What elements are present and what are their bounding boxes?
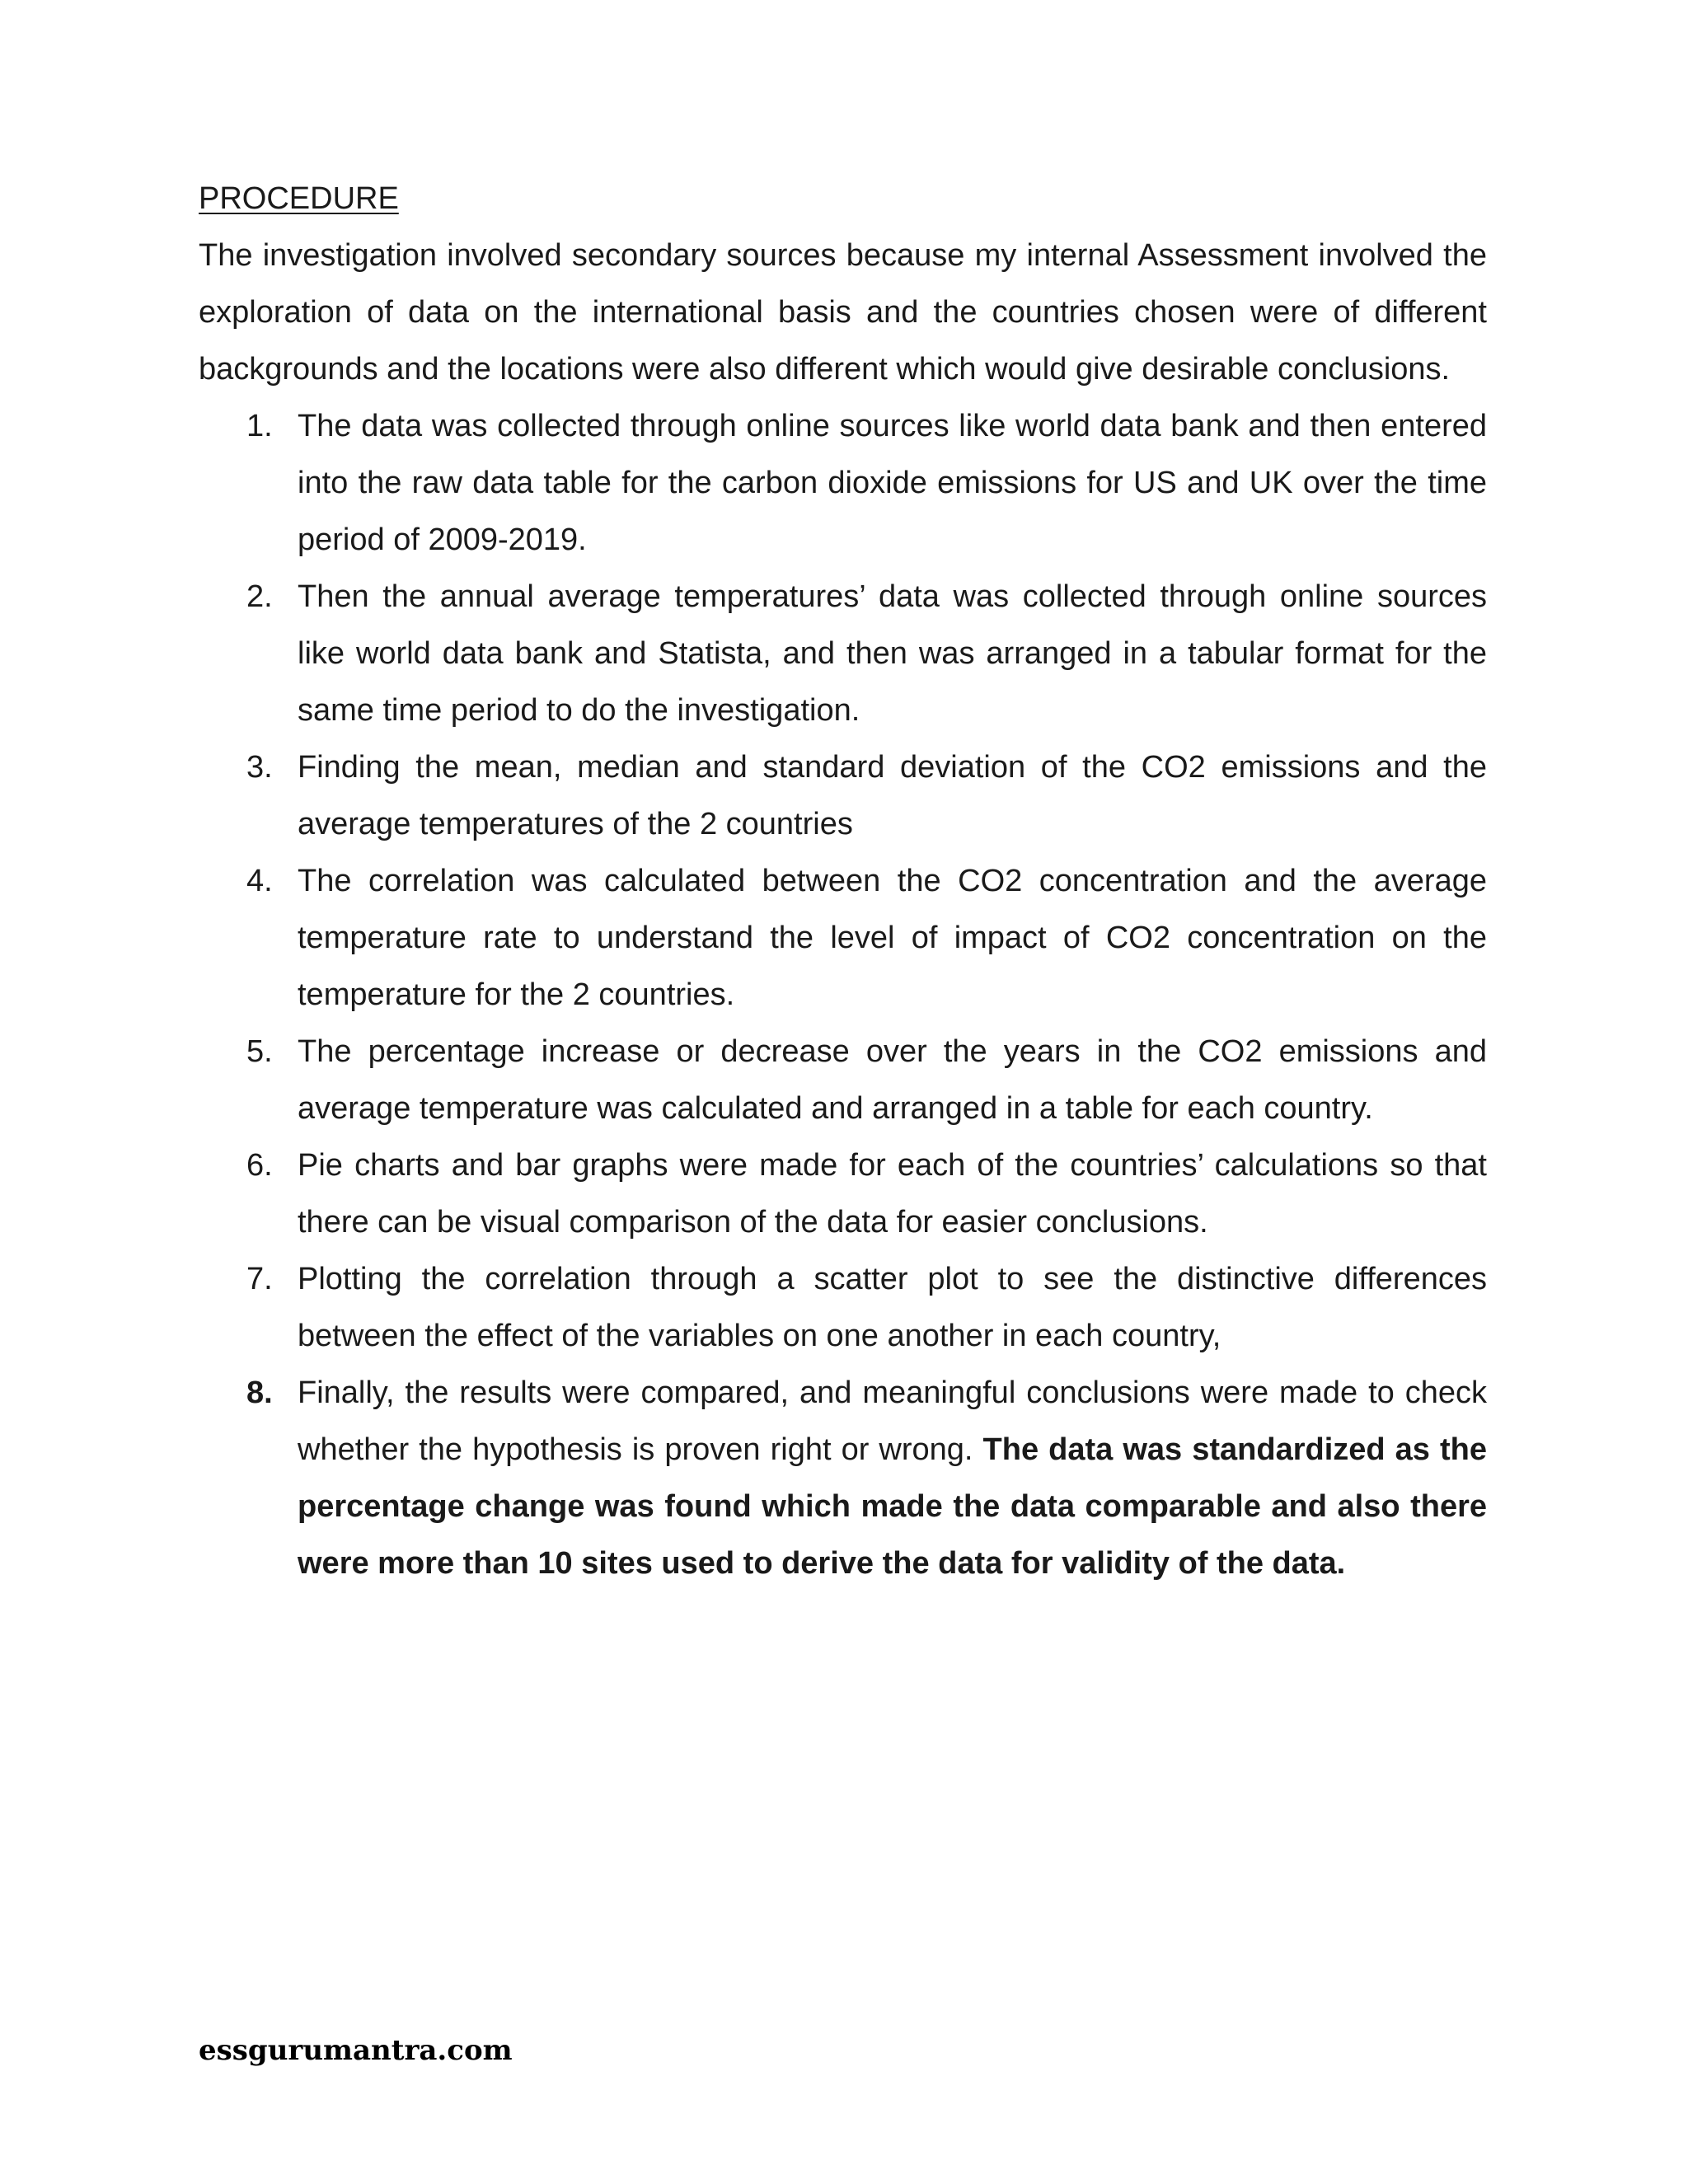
procedure-step-6 <box>199 1137 1487 1251</box>
procedure-steps-list <box>199 398 1487 1592</box>
procedure-step-7 <box>199 1251 1487 1365</box>
procedure-step-3 <box>199 739 1487 853</box>
section-heading: PROCEDURE <box>199 181 399 216</box>
procedure-step-5 <box>199 1024 1487 1137</box>
step-number: 8. <box>246 1376 273 1410</box>
procedure-step-8 <box>199 1365 1487 1592</box>
step-text: The correlation was calculated between the CO2 concentration and the average temperature rate to understand the level of impact of CO2 concentration on the temperature for the 2 countries. <box>298 864 1487 1012</box>
step-text: The data was collected through online sources like world data bank and then entered into the raw data table for the carbon dioxide emissions for US and UK over the time period of 2009-2019. <box>298 409 1487 557</box>
step-number: 6. <box>246 1148 273 1183</box>
step-number: 1. <box>246 409 273 443</box>
step-text: Plotting the correlation through a scatter plot to see the distinctive differences between the effect of the variables on one another in each country, <box>298 1262 1487 1353</box>
step-number: 4. <box>246 864 273 898</box>
step-text: Finally, the results were compared, and meaningful conclusions were made to check whether the hypothesis is proven right or wrong. <box>298 1376 1487 1467</box>
step-text: Then the annual average temperatures’ data was collected through online sources like world data bank and Statista, and then was arranged in a tabular format for the same time period to do the investigation. <box>298 579 1487 728</box>
step-text: Pie charts and bar graphs were made for each of the countries’ calculations so that there can be visual comparison of the data for easier conclusions. <box>298 1148 1487 1240</box>
procedure-step-1 <box>199 398 1487 569</box>
document-body <box>199 171 1487 1592</box>
step-text: Finding the mean, median and standard deviation of the CO2 emissions and the average temperatures of the 2 countries <box>298 750 1487 841</box>
footer-site-name: essgurumantra.com <box>199 2034 513 2067</box>
procedure-step-4 <box>199 853 1487 1024</box>
step-number: 2. <box>246 579 273 614</box>
step-number: 5. <box>246 1034 273 1069</box>
step-number: 3. <box>246 750 273 785</box>
step-text: The percentage increase or decrease over the years in the CO2 emissions and average temperature was calculated and arranged in a table for each country. <box>298 1034 1487 1126</box>
procedure-step-2 <box>199 569 1487 739</box>
step-bold-text: The data was standardized as the percentage change was found which made the data comparable and also there were more than 10 sites used to derive the data for validity of the data. <box>298 1432 1487 1581</box>
intro-paragraph: The investigation involved secondary sources because my internal Assessment involved the exploration of data on the international basis and the countries chosen were of different backgrounds and the locations were also different which would give desirable conclusions. <box>199 238 1487 387</box>
step-number: 7. <box>246 1262 273 1296</box>
